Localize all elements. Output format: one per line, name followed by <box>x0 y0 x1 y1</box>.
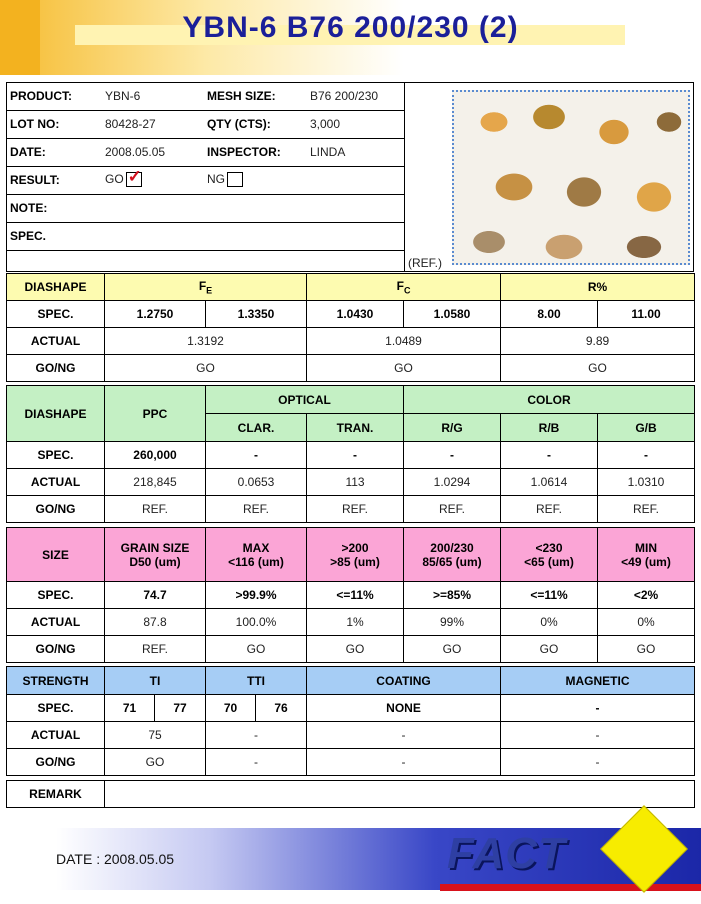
date-label: DATE: <box>10 145 46 159</box>
actual-cell: - <box>206 722 307 749</box>
spec-cell: 11.00 <box>598 301 695 328</box>
actual-cell: 0% <box>501 609 598 636</box>
product-value: YBN-6 <box>105 89 141 103</box>
spec-cell: 77 <box>155 695 206 722</box>
gong-cell: REF. <box>307 496 404 523</box>
fc-header <box>307 274 501 301</box>
date-value: 2008.05.05 <box>105 145 166 159</box>
size-col-range: <49 (um) <box>621 554 671 569</box>
ti-header: TI <box>105 667 206 695</box>
rg-header: R/G <box>404 414 501 442</box>
spec-row-label: SPEC. <box>7 301 105 328</box>
actual-row-label: ACTUAL <box>7 609 105 636</box>
spec-cell: 71 <box>105 695 155 722</box>
spec-row-label: SPEC. <box>7 582 105 609</box>
spec-cell: <=11% <box>501 582 598 609</box>
info-row-product <box>7 83 404 111</box>
spec-row-label: SPEC. <box>7 695 105 722</box>
tti-header: TTI <box>206 667 307 695</box>
go-checkbox[interactable] <box>126 167 142 187</box>
actual-cell: 1.0489 <box>307 328 501 355</box>
spec-cell: >99.9% <box>206 582 307 609</box>
actual-cell: 113 <box>307 469 404 496</box>
spec-cell: - <box>501 695 695 722</box>
spec-cell: 70 <box>206 695 256 722</box>
actual-cell: 1.0614 <box>501 469 598 496</box>
fe-header <box>105 274 307 301</box>
spec-row-label: SPEC. <box>7 442 105 469</box>
check-icon: ✓ <box>127 167 142 187</box>
size-table <box>6 527 695 663</box>
lot-value: 80428-27 <box>105 117 156 131</box>
strength-table <box>6 666 695 776</box>
fc-letter: F <box>396 278 404 293</box>
rb-header: R/B <box>501 414 598 442</box>
size-col-range: 85/65 (um) <box>422 554 482 569</box>
lot-label: LOT NO: <box>10 117 60 131</box>
mesh-label: MESH SIZE: <box>207 89 276 103</box>
mesh-value: B76 200/230 <box>310 89 379 103</box>
spec-cell: >=85% <box>404 582 501 609</box>
actual-row-label: ACTUAL <box>7 722 105 749</box>
gong-cell: GO <box>105 355 307 382</box>
gong-cell: GO <box>404 636 501 663</box>
spec-cell: 260,000 <box>105 442 206 469</box>
info-block <box>6 82 694 272</box>
gong-cell: - <box>307 749 501 776</box>
size-header: SIZE <box>7 528 105 582</box>
ng-text: NG <box>207 172 225 186</box>
actual-cell: 75 <box>105 722 206 749</box>
gong-cell: REF. <box>105 496 206 523</box>
gong-cell: REF. <box>206 496 307 523</box>
actual-cell: 0.0653 <box>206 469 307 496</box>
strength-header: STRENGTH <box>7 667 105 695</box>
magnetic-header: MAGNETIC <box>501 667 695 695</box>
gong-row-label: GO/NG <box>7 749 105 776</box>
spec-cell: 1.2750 <box>105 301 206 328</box>
actual-cell: 1.0294 <box>404 469 501 496</box>
size-col-title: MAX <box>242 540 270 555</box>
ppc-header: PPC <box>105 386 206 442</box>
spec-cell: 1.0430 <box>307 301 404 328</box>
result-go <box>105 167 142 187</box>
remark-label: REMARK <box>7 781 105 808</box>
go-text: GO <box>105 172 124 186</box>
note-label: NOTE: <box>10 201 48 215</box>
remark-value <box>105 781 695 808</box>
actual-cell: - <box>501 722 695 749</box>
actual-cell: 100.0% <box>206 609 307 636</box>
gong-cell: REF. <box>501 496 598 523</box>
gong-cell: GO <box>598 636 695 663</box>
info-fields <box>7 83 405 271</box>
inspector-value: LINDA <box>310 145 346 159</box>
spec-cell: - <box>598 442 695 469</box>
qty-label: QTY (CTS): <box>207 117 271 131</box>
gong-row-label: GO/NG <box>7 636 105 663</box>
gong-row-label: GO/NG <box>7 496 105 523</box>
spec-cell: - <box>206 442 307 469</box>
actual-cell: 99% <box>404 609 501 636</box>
info-row-lot <box>7 111 404 139</box>
diashape-table <box>6 273 695 382</box>
spec-cell: 1.0580 <box>404 301 501 328</box>
spec-cell: - <box>404 442 501 469</box>
spec-cell: - <box>307 442 404 469</box>
spec-cell: <2% <box>598 582 695 609</box>
photo-ref-label: (REF.) <box>408 256 442 270</box>
fact-logo: FACT <box>447 829 566 878</box>
size-col-range: <65 (um) <box>524 554 574 569</box>
spec-cell: 8.00 <box>501 301 598 328</box>
product-label: PRODUCT: <box>10 89 72 103</box>
spec-cell: <=11% <box>307 582 404 609</box>
spec-cell: 76 <box>256 695 307 722</box>
gong-cell: GO <box>206 636 307 663</box>
gong-cell: GO <box>501 636 598 663</box>
footer-red-stripe <box>440 884 701 891</box>
fe-subscript: E <box>206 285 213 296</box>
actual-cell: 1% <box>307 609 404 636</box>
gong-cell: - <box>501 749 695 776</box>
spec-cell: 74.7 <box>105 582 206 609</box>
gong-cell: REF. <box>105 636 206 663</box>
gb-header: G/B <box>598 414 695 442</box>
gong-cell: REF. <box>598 496 695 523</box>
actual-cell: 9.89 <box>501 328 695 355</box>
inspector-label: INSPECTOR: <box>207 145 281 159</box>
info-row-result <box>7 167 404 195</box>
actual-cell: 218,845 <box>105 469 206 496</box>
size-col-title: <230 <box>535 540 563 555</box>
page-title: YBN-6 B76 200/230 (2) <box>182 11 519 44</box>
remark-table <box>6 780 695 808</box>
actual-cell: - <box>307 722 501 749</box>
gong-row-label: GO/NG <box>7 355 105 382</box>
actual-cell: 1.3192 <box>105 328 307 355</box>
size-col-range: <116 (um) <box>228 554 284 569</box>
size-col-title: 200/230 <box>430 540 474 555</box>
actual-cell: 0% <box>598 609 695 636</box>
actual-row-label: ACTUAL <box>7 469 105 496</box>
spec-label: SPEC. <box>10 229 47 243</box>
diashape-header: DIASHAPE <box>7 274 105 301</box>
gong-cell: GO <box>105 749 206 776</box>
gong-cell: GO <box>307 355 501 382</box>
info-row-note <box>7 195 404 223</box>
spec-cell: - <box>501 442 598 469</box>
gong-cell: REF. <box>404 496 501 523</box>
r-header: R% <box>501 274 695 301</box>
footer-date: DATE : 2008.05.05 <box>56 851 175 867</box>
actual-cell: 1.0310 <box>598 469 695 496</box>
size-col-header <box>105 528 206 582</box>
actual-row-label: ACTUAL <box>7 328 105 355</box>
result-ng <box>207 172 243 187</box>
optical-header: OPTICAL <box>206 386 404 414</box>
size-col-header <box>206 528 307 582</box>
diashape-header: DIASHAPE <box>7 386 105 442</box>
color-header: COLOR <box>404 386 695 414</box>
qty-value: 3,000 <box>310 117 341 131</box>
coating-header: COATING <box>307 667 501 695</box>
size-col-range: D50 (um) <box>129 554 181 569</box>
gong-cell: GO <box>501 355 695 382</box>
optical-color-table <box>6 385 695 523</box>
diamond-sample-photo <box>452 90 690 265</box>
size-col-title: GRAIN SIZE <box>120 540 190 555</box>
actual-cell: 87.8 <box>105 609 206 636</box>
fe-letter: F <box>198 278 207 293</box>
size-col-title: MIN <box>635 540 657 555</box>
tran-header: TRAN. <box>307 414 404 442</box>
size-col-range: >85 (um) <box>330 554 380 569</box>
size-col-header <box>501 528 598 582</box>
fc-subscript: C <box>403 285 411 296</box>
size-col-header <box>404 528 501 582</box>
size-col-header <box>598 528 695 582</box>
info-row-spec <box>7 223 404 251</box>
spec-cell: 1.3350 <box>206 301 307 328</box>
clar-header: CLAR. <box>206 414 307 442</box>
gong-cell: GO <box>307 636 404 663</box>
gong-cell: - <box>206 749 307 776</box>
size-col-header <box>307 528 404 582</box>
spec-cell: NONE <box>307 695 501 722</box>
result-label: RESULT: <box>10 173 60 187</box>
ng-checkbox[interactable] <box>227 172 243 187</box>
size-col-title: >200 <box>341 540 369 555</box>
info-row-date <box>7 139 404 167</box>
